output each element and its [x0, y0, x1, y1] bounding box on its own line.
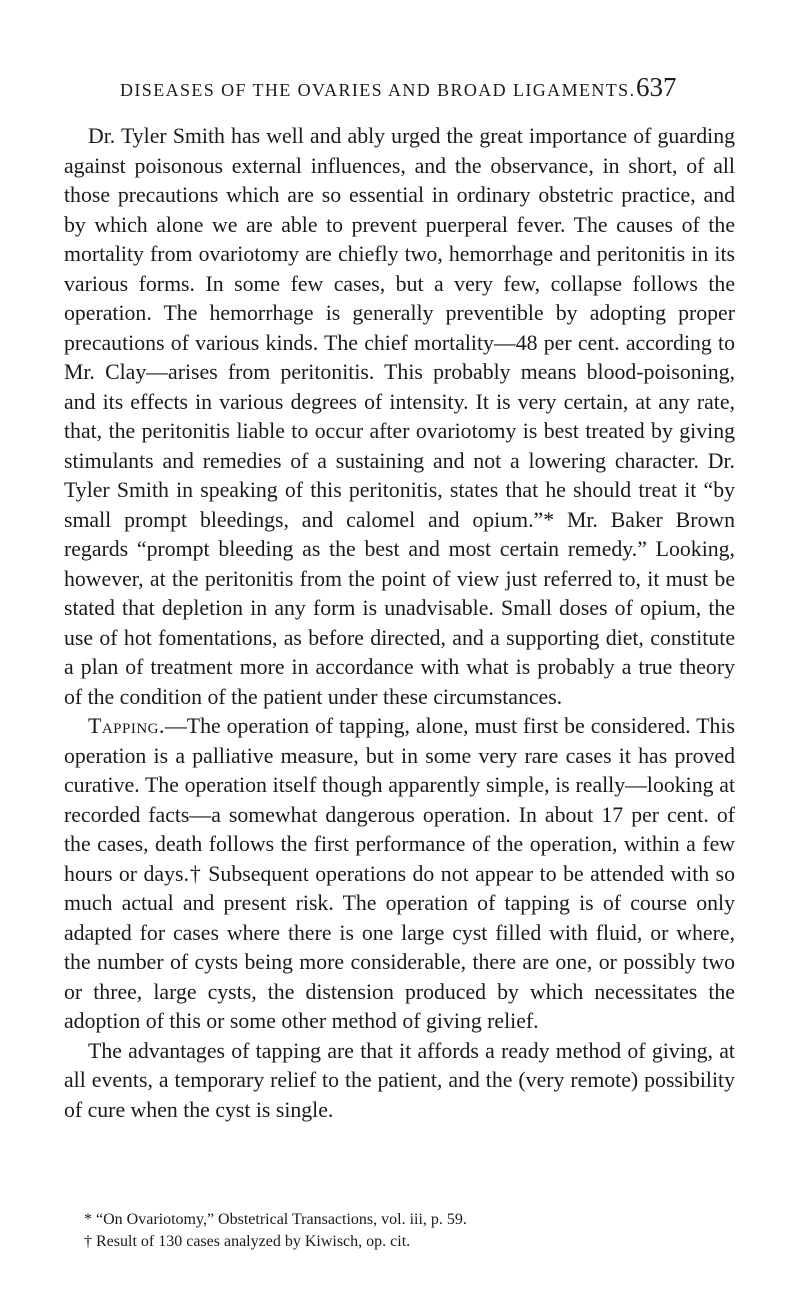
- running-title: DISEASES OF THE OVARIES AND BROAD LIGAMENTS.: [120, 80, 636, 100]
- section-heading-tapping: Tapping.: [88, 714, 165, 738]
- main-text: [64, 122, 735, 1125]
- footnote-asterisk: * “On Ovariotomy,” Obstetrical Transactions, vol. iii, p. 59.: [84, 1211, 467, 1228]
- footnote-dagger: † Result of 130 cases analyzed by Kiwisch, op. cit.: [84, 1233, 411, 1250]
- paragraph-tapping: [64, 712, 735, 1037]
- page-number: 637: [636, 72, 677, 102]
- paragraph-tapping-text: —The operation of tapping, alone, must first be considered. This operation is a palliative measure, but in some very rare cases it has proved curative. The operation itself though apparently simple, is really—looking at recorded facts—a somewhat dangerous operation. In about 17 per cent. of the cases, death follows the first performance of the operation, within a few hours or days.† Subsequent operations do not appear to be attended with so much actual and present risk. The operation of tapping is of course only adapted for cases where there is one large cyst filled with fluid, or where, the number of cysts being more considerable, there are one, or possibly two or three, large cysts, the distension produced by which necessitates the adoption of this or some other method of giving relief.: [64, 714, 735, 1033]
- paragraph-tapping-advantages: The advantages of tapping are that it affords a ready method of giving, at all events, a temporary relief to the patient, and the (very remote) possibility of cure when the cyst is single.: [64, 1038, 735, 1122]
- paragraph-ovariotomy-mortality: Dr. Tyler Smith has well and ably urged the great importance of guarding against poisonous external influences, and the observance, in short, of all those precautions which are so essential in ordinary obstetric practice, and by which alone we are able to prevent puerperal fever. The causes of the mortality from ovariotomy are chiefly two, hemorrhage and peritonitis in its various forms. In some few cases, but a very few, collapse follows the operation. The hemorrhage is generally preventible by adopting proper precautions of various kinds. The chief mortality—48 per cent. according to Mr. Clay—arises from peritonitis. This probably means blood-poisoning, and its effects in various degrees of intensity. It is very certain, at any rate, that, the peritonitis liable to occur after ovariotomy is best treated by giving stimulants and remedies of a sustaining and not a lowering character. Dr. Tyler Smith in speaking of this peritonitis, states that he should treat it “by small prompt bleedings, and calomel and opium.”* Mr. Baker Brown regards “prompt bleeding as the best and most certain remedy.” Looking, however, at the peritonitis from the point of view just referred to, it must be stated that depletion in any form is unadvisable. Small doses of opium, the use of hot fomentations, as before directed, and a supporting diet, constitute a plan of treatment more in accordance with what is probably a true theory of the condition of the patient under these circumstances.: [64, 124, 735, 709]
- footnotes: [84, 1209, 744, 1253]
